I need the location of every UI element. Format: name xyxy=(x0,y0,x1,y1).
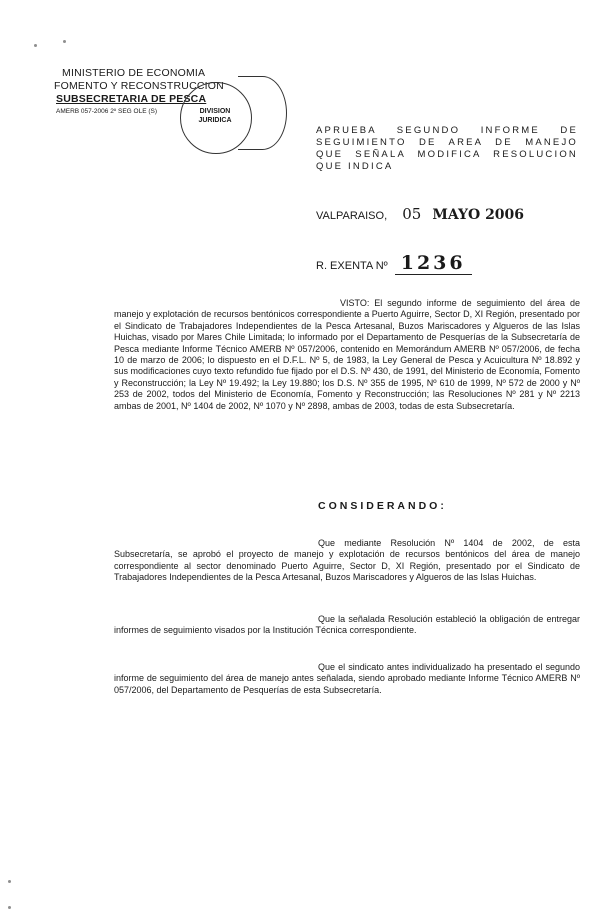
considerando-paragraph-3: Que el sindicato antes individualizado ha presentado el segundo informe de seguimiento del área de manejo antes señalada, siendo aprobado mediante Informe Técnico AMERB Nº 057/2006, del Departamento de Pesquerías de esta Subsecretaría. xyxy=(114,662,580,695)
resolution-number: 1236 xyxy=(395,252,472,275)
scan-mark xyxy=(63,40,66,43)
file-reference: AMERB 057-2006 2º SEG OLE (S) xyxy=(56,108,158,115)
visto-lead: VISTO: xyxy=(340,298,370,308)
considerando-heading: CONSIDERANDO: xyxy=(318,500,447,512)
resolution-summary: APRUEBA SEGUNDO INFORME DE SEGUIMIENTO DE AREA DE MANEJO QUE SEÑALA MODIFICA RESOLUCION QUE INDICA xyxy=(316,125,578,172)
stamp-left-line2: JURIDICA xyxy=(198,117,232,124)
scan-mark xyxy=(34,44,37,47)
subsecretaria-text: SUBSECRETARIA DE PESCA xyxy=(56,93,207,105)
visto-text: El segundo informe de seguimiento del área de manejo y explotación de recursos bentónicos correspondiente a Puerto Aguirre, Sector D, XI Región, presentado por el Sindicato de Trabajadores Independientes de la Pesca Artesanal, Buzos Mariscadores y Algueros de las Islas Huichas, visado por Mares Chile Limitada; lo informado por el Departamento de Pesquerías de la Subsecretaría de Pesca mediante Informe Técnico AMERB Nº 057/2006, contenido en Memorándum AMERB Nº 057/2006, de fecha 10 de marzo de 2006; lo dispuesto en el D.F.L. Nº 5, de 1983, la Ley General de Pesca y Acuicultura Nº 18.892 y sus modificaciones cuyo texto refundido fue fijado por el D.S. Nº 430, de 1991, del Ministerio de Economía, Fomento y Reconstrucción; la Ley Nº 19.492; la Ley 19.880; los D.S. Nº 355 de 1995, Nº 610 de 1999, Nº 572 de 2000 y Nº 253 de 2002, todos del Ministerio de Economía, Fomento y Reconstrucción; las Resoluciones Nº 281 y Nº 2213 ambas de 2001, Nº 1404 de 2002, Nº 1070 y Nº 2898, ambas de 2003, todas de esta Subsecretaría. xyxy=(114,298,580,411)
considerando-paragraph-1: Que mediante Resolución Nº 1404 de 2002, de esta Subsecretaría, se aprobó el proyecto de manejo y explotación de recursos bentónicos del área de manejo correspondiente al sector denominado Puerto Aguirre, Sector D, XI Región, presentado por el Sindicato de Trabajadores Independientes de la Pesca Artesanal, Buzos Mariscadores y Algueros de las Islas Huichas. xyxy=(114,538,580,583)
date-day: 05 xyxy=(402,205,422,223)
place-date xyxy=(316,205,524,223)
resolution-label: R. EXENTA Nº xyxy=(316,260,388,272)
ministry-line-2: FOMENTO Y RECONSTRUCCION xyxy=(54,80,224,92)
city: VALPARAISO, xyxy=(316,210,388,222)
stamp-circle-right xyxy=(238,76,287,150)
scan-mark xyxy=(8,906,11,909)
stamp-left-line1: DIVISION xyxy=(199,108,231,115)
resolution-number-row xyxy=(316,252,472,274)
date-month-year: MAYO 2006 xyxy=(432,207,525,223)
stamp-left-text xyxy=(196,107,234,125)
considerando-paragraph-2: Que la señalada Resolución estableció la obligación de entregar informes de seguimiento visados por la Institución Técnica correspondiente. xyxy=(114,614,580,636)
scan-mark xyxy=(8,880,11,883)
ministry-line-1: MINISTERIO DE ECONOMIA xyxy=(62,67,206,79)
visto-paragraph xyxy=(114,298,580,412)
